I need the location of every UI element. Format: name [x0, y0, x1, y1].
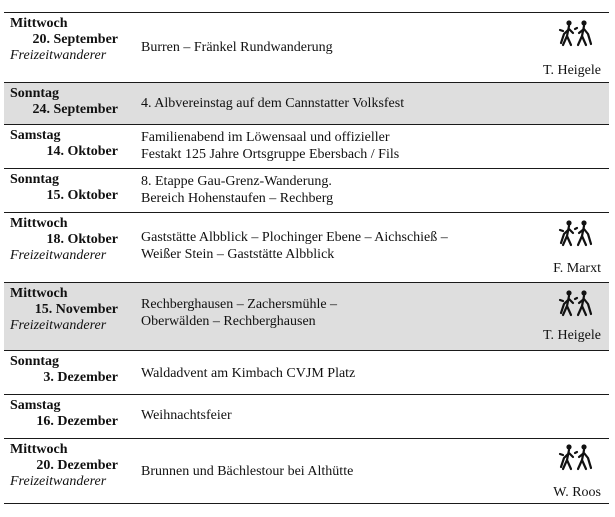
- hikers-icon: [555, 443, 595, 477]
- event-description: [141, 129, 521, 163]
- description-line: Waldadvent am Kimbach CVJM Platz: [141, 366, 356, 381]
- date-cell: [10, 398, 132, 430]
- date-cell: [10, 354, 132, 386]
- event-date: 20. Dezember: [36, 458, 118, 473]
- event-description: [141, 296, 521, 330]
- weekday: Mittwoch: [10, 286, 68, 301]
- weekday: Sonntag: [10, 354, 60, 369]
- leader-name: W. Roos: [553, 485, 601, 500]
- event-description: [141, 173, 521, 207]
- group-label: Freizeitwanderer: [10, 248, 107, 263]
- event-date: 15. November: [34, 302, 118, 317]
- event-description: [141, 365, 521, 382]
- description-line: Weihnachtsfeier: [141, 408, 232, 423]
- weekday: Mittwoch: [10, 16, 68, 31]
- description-line: Familienabend im Löwensaal und offizieller: [141, 130, 390, 145]
- date-cell: [10, 128, 132, 160]
- hikers-icon: [555, 289, 595, 323]
- description-line: Rechberghausen – Zachersmühle –: [141, 297, 338, 312]
- description-line: Burren – Fränkel Rundwanderung: [141, 40, 333, 55]
- event-date: 24. September: [32, 102, 118, 117]
- schedule-row: [4, 168, 609, 212]
- description-line: 8. Etappe Gau-Grenz-Wanderung.: [141, 174, 332, 189]
- group-label: Freizeitwanderer: [10, 474, 107, 489]
- event-date: 3. Dezember: [43, 370, 118, 385]
- date-cell: [10, 216, 132, 264]
- schedule-row: [4, 350, 609, 394]
- event-description: [141, 95, 521, 112]
- description-line: Oberwälden – Rechberghausen: [141, 314, 316, 329]
- event-description: [141, 39, 521, 56]
- date-cell: [10, 286, 132, 334]
- weekday: Sonntag: [10, 86, 60, 101]
- description-line: Bereich Hohenstaufen – Rechberg: [141, 191, 334, 206]
- description-line: 4. Albvereinstag auf dem Cannstatter Volksfest: [141, 96, 405, 111]
- event-date: 18. Oktober: [46, 232, 118, 247]
- weekday: Sonntag: [10, 172, 60, 187]
- weekday: Samstag: [10, 398, 61, 413]
- schedule-row: [4, 394, 609, 438]
- date-cell: [10, 172, 132, 204]
- event-description: [141, 407, 521, 424]
- weekday: Mittwoch: [10, 216, 68, 231]
- description-line: Brunnen und Bächlestour bei Althütte: [141, 464, 354, 479]
- leader-name: F. Marxt: [553, 261, 601, 276]
- event-date: 20. September: [32, 32, 118, 47]
- schedule-row: [4, 282, 609, 350]
- event-date: 16. Dezember: [36, 414, 118, 429]
- description-line: Weißer Stein – Gaststätte Albblick: [141, 247, 335, 262]
- leader-name: T. Heigele: [542, 328, 601, 343]
- event-description: [141, 463, 521, 480]
- date-cell: [10, 86, 132, 118]
- schedule-row: [4, 438, 609, 504]
- date-cell: [10, 16, 132, 64]
- group-label: Freizeitwanderer: [10, 48, 107, 63]
- hikers-icon: [555, 219, 595, 253]
- schedule-row: [4, 212, 609, 282]
- date-cell: [10, 442, 132, 490]
- event-schedule: [4, 12, 609, 504]
- description-line: Gaststätte Albblick – Plochinger Ebene – Aichschieß –: [141, 230, 448, 245]
- schedule-row: [4, 124, 609, 168]
- event-description: [141, 229, 521, 263]
- event-date: 15. Oktober: [46, 188, 118, 203]
- leader-name: T. Heigele: [542, 63, 601, 78]
- hikers-icon: [555, 19, 595, 53]
- group-label: Freizeitwanderer: [10, 318, 107, 333]
- description-line: Festakt 125 Jahre Ortsgruppe Ebersbach / Fils: [141, 147, 400, 162]
- schedule-row: [4, 82, 609, 124]
- schedule-row: [4, 12, 609, 82]
- event-date: 14. Oktober: [46, 144, 118, 159]
- weekday: Mittwoch: [10, 442, 68, 457]
- weekday: Samstag: [10, 128, 61, 143]
